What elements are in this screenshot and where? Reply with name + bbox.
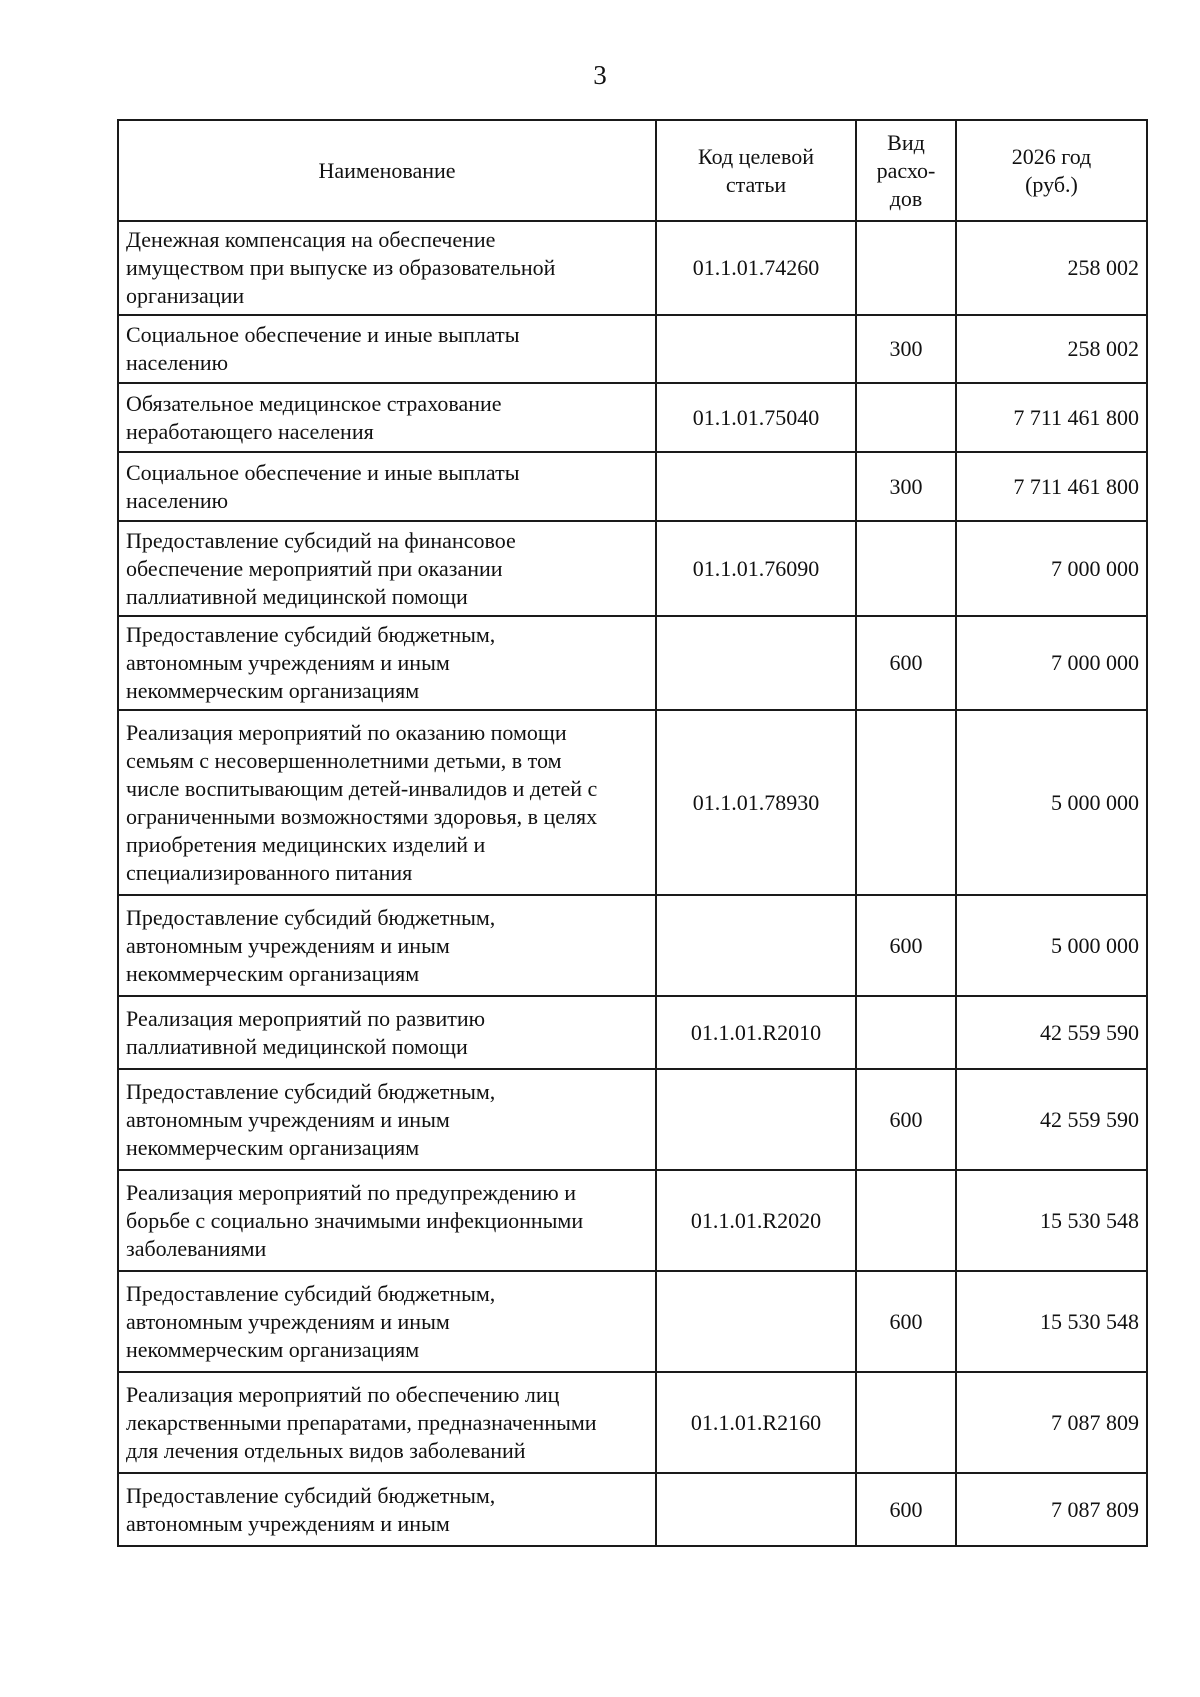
row-name-line: автономным учреждениям и иным (126, 650, 450, 675)
row-name-line: Предоставление субсидий бюджетным, (126, 1078, 496, 1104)
row-kind: 300 (856, 452, 956, 521)
row-amount: 15 530 548 (956, 1170, 1147, 1271)
table-header-row (118, 120, 1147, 221)
row-name-line: некоммерческим организациям (126, 1134, 420, 1160)
row-name (118, 383, 656, 452)
row-name-line: Реализация мероприятий по оказанию помощи (126, 719, 567, 745)
row-name-line: Предоставление субсидий бюджетным, (126, 904, 496, 930)
header-kind-line: расхо- (876, 157, 936, 183)
row-name-line: населению (126, 350, 229, 375)
row-amount: 258 002 (956, 221, 1147, 315)
page-number: 3 (593, 60, 607, 90)
table-body (118, 221, 1147, 1546)
row-name (118, 315, 656, 383)
row-kind (856, 383, 956, 452)
row-name-line: Социальное обеспечение и иные выплаты (126, 459, 520, 485)
row-code (656, 616, 856, 710)
row-amount: 5 000 000 (956, 710, 1147, 895)
row-code: 01.1.01.75040 (656, 383, 856, 452)
row-code: 01.1.01.78930 (656, 710, 856, 895)
row-code (656, 1271, 856, 1372)
header-amount-line: (руб.) (1025, 171, 1078, 197)
row-amount: 5 000 000 (956, 895, 1147, 996)
table-row (118, 996, 1147, 1069)
table-row (118, 383, 1147, 452)
row-amount: 7 711 461 800 (956, 452, 1147, 521)
row-code: 01.1.01.R2020 (656, 1170, 856, 1271)
row-kind: 600 (856, 1271, 956, 1372)
row-name-line: автономным учреждениям и иным (126, 1510, 450, 1536)
row-name (118, 710, 656, 895)
row-kind (856, 996, 956, 1069)
header-kind-line: дов (889, 185, 923, 211)
row-amount: 7 000 000 (956, 521, 1147, 616)
row-code (656, 315, 856, 383)
row-name-line: некоммерческим организациям (126, 678, 420, 703)
row-name (118, 452, 656, 521)
row-amount: 7 711 461 800 (956, 383, 1147, 452)
row-name-line: паллиативной медицинской помощи (126, 583, 468, 609)
row-amount: 42 559 590 (956, 1069, 1147, 1170)
row-name (118, 521, 656, 616)
row-name-line: Реализация мероприятий по развитию (126, 1005, 486, 1031)
row-name-line: автономным учреждениям и иным (126, 1308, 450, 1334)
row-name (118, 1170, 656, 1271)
row-name (118, 616, 656, 710)
row-name-line: Предоставление субсидий бюджетным, (126, 622, 496, 647)
header-name (118, 120, 656, 221)
row-code (656, 452, 856, 521)
row-amount: 7 087 809 (956, 1473, 1147, 1546)
table-row (118, 1170, 1147, 1271)
row-kind: 300 (856, 315, 956, 383)
row-name (118, 895, 656, 996)
row-name-line: для лечения отдельных видов заболеваний (126, 1437, 526, 1463)
table-row (118, 521, 1147, 616)
row-name (118, 1069, 656, 1170)
row-code: 01.1.01.74260 (656, 221, 856, 315)
table-row (118, 315, 1147, 383)
table-row (118, 1473, 1147, 1546)
row-code (656, 1069, 856, 1170)
header-kind-line: Вид (887, 129, 925, 155)
row-name-line: автономным учреждениям и иным (126, 1106, 450, 1132)
row-name-line: некоммерческим организациям (126, 1336, 420, 1362)
row-name (118, 221, 656, 315)
row-code (656, 895, 856, 996)
row-name-line: населению (126, 487, 229, 513)
table-row (118, 1271, 1147, 1372)
table-row (118, 452, 1147, 521)
table-row (118, 895, 1147, 996)
row-name-line: борьбе с социально значимыми инфекционными (126, 1207, 584, 1233)
header-code-line: статьи (725, 171, 787, 197)
row-name-line: числе воспитывающим детей-инвалидов и детей с (126, 775, 598, 801)
row-amount: 7 087 809 (956, 1372, 1147, 1473)
row-code: 01.1.01.R2010 (656, 996, 856, 1069)
budget-table (117, 119, 1148, 1547)
row-name-line: Предоставление субсидий бюджетным, (126, 1482, 496, 1508)
row-kind (856, 521, 956, 616)
row-name-line: организации (126, 283, 245, 308)
row-name-line: Реализация мероприятий по предупреждению и (126, 1179, 576, 1205)
row-name-line: имуществом при выпуске из образовательной (126, 255, 556, 280)
row-name-line: Обязательное медицинское страхование (126, 390, 502, 416)
row-name-line: Денежная компенсация на обеспечение (126, 227, 496, 252)
row-amount: 42 559 590 (956, 996, 1147, 1069)
row-name (118, 1271, 656, 1372)
row-kind (856, 710, 956, 895)
row-amount: 7 000 000 (956, 616, 1147, 710)
row-amount: 258 002 (956, 315, 1147, 383)
row-name-line: ограниченными возможностями здоровья, в целях (126, 803, 598, 829)
header-kind (856, 120, 956, 221)
row-code: 01.1.01.R2160 (656, 1372, 856, 1473)
row-name (118, 1473, 656, 1546)
row-name-line: Предоставление субсидий на финансовое (126, 527, 516, 553)
row-name-line: некоммерческим организациям (126, 960, 420, 986)
row-code (656, 1473, 856, 1546)
row-name-line: обеспечение мероприятий при оказании (126, 555, 503, 581)
row-name-line: неработающего населения (126, 418, 374, 444)
row-name-line: паллиативной медицинской помощи (126, 1033, 468, 1059)
row-kind (856, 1170, 956, 1271)
header-amount-line: 2026 год (1011, 143, 1092, 169)
header-amount (956, 120, 1147, 221)
header-name-text: Наименование (318, 157, 456, 183)
table-row (118, 221, 1147, 315)
row-name (118, 996, 656, 1069)
table-row (118, 616, 1147, 710)
row-kind: 600 (856, 895, 956, 996)
table-row (118, 1069, 1147, 1170)
row-amount: 15 530 548 (956, 1271, 1147, 1372)
row-name-line: лекарственными препаратами, предназначенными (126, 1409, 597, 1435)
row-name-line: приобретения медицинских изделий и (126, 831, 486, 857)
row-name-line: Социальное обеспечение и иные выплаты (126, 322, 520, 347)
row-code: 01.1.01.76090 (656, 521, 856, 616)
header-code-line: Код целевой (698, 143, 814, 169)
row-kind (856, 1372, 956, 1473)
row-name-line: Реализация мероприятий по обеспечению лиц (126, 1381, 560, 1407)
table-row (118, 710, 1147, 895)
table-row (118, 1372, 1147, 1473)
row-kind: 600 (856, 616, 956, 710)
header-code (656, 120, 856, 221)
row-name-line: Предоставление субсидий бюджетным, (126, 1280, 496, 1306)
row-name-line: автономным учреждениям и иным (126, 932, 450, 958)
row-name (118, 1372, 656, 1473)
row-name-line: заболеваниями (126, 1235, 267, 1261)
row-name-line: семьям с несовершеннолетними детьми, в том (126, 747, 562, 773)
row-kind: 600 (856, 1473, 956, 1546)
row-kind: 600 (856, 1069, 956, 1170)
row-name-line: специализированного питания (126, 859, 413, 885)
row-kind (856, 221, 956, 315)
